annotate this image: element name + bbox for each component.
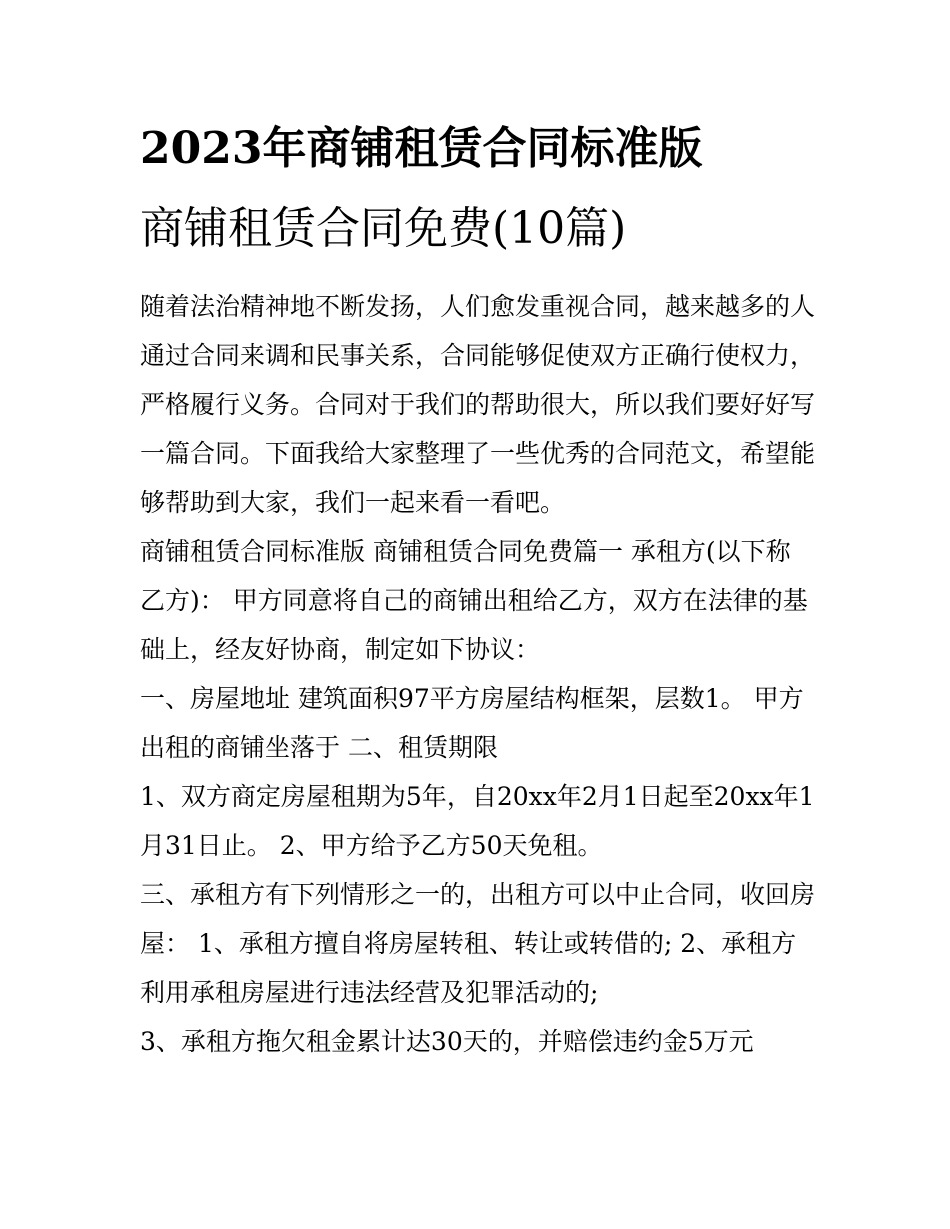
paragraph-house-address: 一、房屋地址 建筑面积97平方房屋结构框架，层数1。 甲方出租的商铺坐落于 二、租赁期限 [140,684,804,762]
paragraph-contract-opening: 商铺租赁合同标准版 商铺租赁合同免费篇一 承租方(以下称乙方)： 甲方同意将自己的商铺出租给乙方，双方在法律的基础上，经友好协商，制定如下协议： [140,537,808,664]
paragraph-lease-term: 1、双方商定房屋租期为5年，自20xx年2月1日起至20xx年1月31日止。 2、甲方给予乙方50天免租。 [140,782,815,860]
paragraph-rent-arrears: 3、承租方拖欠租金累计达30天的，并赔偿违约金5万元 [140,1027,754,1056]
paragraph-termination-conditions: 三、承租方有下列情形之一的，出租方可以中止合同，收回房屋： 1、承租方擅自将房屋转租、转让或转借的; 2、承租方利用承租房屋进行违法经营及犯罪活动的; [140,880,816,1007]
paragraph-intro: 随着法治精神地不断发扬，人们愈发重视合同，越来越多的人通过合同来调和民事关系，合同能够促使双方正确行使权力，严格履行义务。合同对于我们的帮助很大，所以我们要好好写一篇合同。下面我给大家整理了一些优秀的合同范文，希望能够帮助到大家，我们一起来看一看吧。 [140,292,816,517]
document-title-line-1: 2023年商铺租赁合同标准版 [140,123,703,174]
document-page [140,118,815,1066]
document-title-line-2: 商铺租赁合同免费(10篇) [140,203,627,254]
